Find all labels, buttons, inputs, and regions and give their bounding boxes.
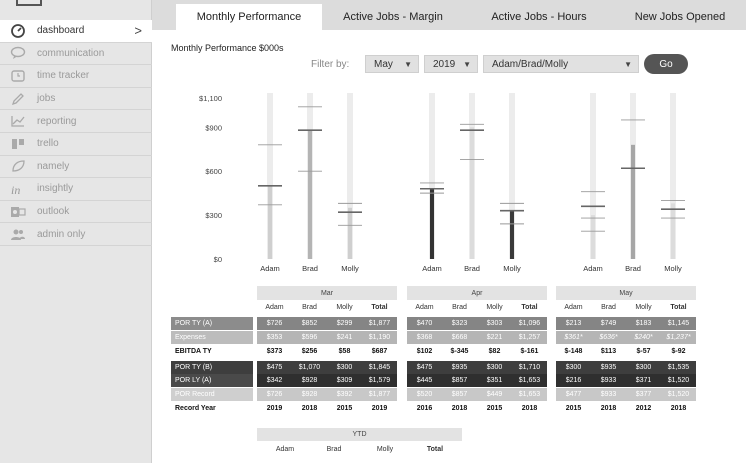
table-cell: $221 [477, 331, 512, 344]
table-cell: $1,096 [512, 317, 547, 330]
table-cell: $300 [556, 361, 591, 374]
sidebar-nav [0, 20, 152, 246]
sidebar-item-trello[interactable] [0, 133, 152, 156]
table-cell: $377 [626, 388, 661, 401]
table-cell: $102 [416, 348, 433, 355]
column-header: Brad [452, 304, 467, 311]
table-cell: $299 [327, 317, 362, 330]
ytd-column-header: Brad [326, 446, 342, 453]
table-cell: $342 [257, 374, 292, 387]
table-cell: $1,145 [661, 317, 696, 330]
sidebar [0, 0, 152, 463]
sidebar-item-time-tracker[interactable] [0, 65, 152, 88]
table-cell: $1,257 [512, 331, 547, 344]
table-cell: $300 [327, 361, 362, 374]
table-cell: $726 [257, 317, 292, 330]
table-cell: $303 [477, 317, 512, 330]
table-cell: $-345 [450, 348, 469, 355]
table-cell: $361* [556, 331, 591, 344]
bar [591, 215, 595, 259]
sidebar-item-label: namely [37, 160, 70, 172]
table-cell: $241 [327, 331, 362, 344]
sidebar-item-label: reporting [37, 115, 77, 127]
bar [470, 127, 474, 259]
sidebar-item-insightly[interactable] [0, 178, 152, 201]
month-select[interactable] [365, 55, 419, 73]
table-cell: $216 [556, 374, 591, 387]
table-cell: $240* [626, 331, 661, 344]
row-label: POR TY (B) [171, 361, 253, 374]
column-header: Adam [415, 304, 434, 311]
table-cell: $1,877 [362, 388, 397, 401]
chevron-down-icon: ▼ [463, 60, 471, 69]
table-cell: $749 [591, 317, 626, 330]
table-cell: 2015 [336, 405, 353, 412]
month-select-value: May [374, 58, 393, 70]
sidebar-item-label: time tracker [37, 70, 90, 82]
bar [671, 203, 675, 259]
table-cell: $596 [292, 331, 327, 344]
row-label: POR Record [171, 388, 253, 401]
insightly-icon [9, 182, 27, 196]
table-cell: $1,520 [661, 374, 696, 387]
table-cell: 2018 [521, 405, 538, 412]
table-cell: $852 [292, 317, 327, 330]
table-cell: $475 [407, 361, 442, 374]
go-button[interactable]: Go [644, 54, 688, 74]
column-header: Molly [486, 304, 503, 311]
filter-label: Filter by: [311, 59, 350, 70]
table-cell: $445 [407, 374, 442, 387]
table-cell: 2018 [451, 405, 468, 412]
x-tick-label: Molly [503, 264, 521, 273]
sidebar-item-admin-only[interactable] [0, 223, 152, 246]
people-select[interactable] [483, 55, 639, 73]
x-tick-label: Adam [583, 264, 603, 273]
column-header: Adam [564, 304, 583, 311]
table-cell: 2012 [635, 405, 652, 412]
ytd-header: YTD [257, 428, 462, 441]
x-tick-label: Molly [664, 264, 682, 273]
month-group-header: Mar [257, 286, 397, 300]
table-cell: $1,520 [661, 388, 696, 401]
column-header: Brad [302, 304, 317, 311]
users-icon [9, 227, 27, 241]
table-cell: $82 [488, 348, 501, 355]
pencil-icon [9, 92, 27, 106]
table-cell: $371 [626, 374, 661, 387]
table-cell: $726 [257, 388, 292, 401]
line-chart-icon [9, 114, 27, 128]
bar [631, 145, 635, 259]
column-header: Total [670, 304, 687, 311]
column-header: Total [521, 304, 538, 311]
leaf-icon [9, 159, 27, 173]
bar [430, 189, 434, 259]
outlook-icon [9, 205, 27, 219]
table-cell: $58 [338, 348, 351, 355]
table-cell: $213 [556, 317, 591, 330]
month-group-header: May [556, 286, 696, 300]
table-cell: 2016 [416, 405, 433, 412]
ytd-column-header: Molly [376, 446, 394, 453]
row-label: Expenses [171, 331, 253, 344]
bar [268, 186, 272, 259]
table-cell: $392 [327, 388, 362, 401]
table-cell: $351 [477, 374, 512, 387]
table-cell: $113 [600, 348, 617, 355]
table-cell: $933 [591, 388, 626, 401]
table-cell: $-161 [520, 348, 539, 355]
people-select-value: Adam/Brad/Molly [492, 58, 569, 70]
gauge-icon [9, 24, 27, 38]
table-cell: $475 [257, 361, 292, 374]
bar [308, 130, 312, 259]
ytd-column-header: Total [426, 446, 444, 453]
table-cell: $-92 [671, 348, 686, 355]
x-tick-label: Brad [302, 264, 318, 273]
table-cell: $353 [257, 331, 292, 344]
tab-new-jobs-opened[interactable]: New Jobs Opened [634, 11, 726, 23]
trello-icon [9, 137, 27, 151]
table-cell: $449 [477, 388, 512, 401]
x-tick-label: Brad [464, 264, 480, 273]
row-label: Record Year [175, 405, 216, 412]
table-cell: 2019 [266, 405, 283, 412]
y-tick-label: $600 [205, 167, 222, 177]
row-label: POR TY (A) [171, 317, 253, 330]
table-cell: 2019 [371, 405, 388, 412]
sidebar-item-dashboard[interactable] [0, 20, 152, 43]
table-cell: 2018 [670, 405, 687, 412]
bar [510, 211, 514, 259]
table-cell: $1,535 [661, 361, 696, 374]
sidebar-item-label: outlook [37, 206, 70, 218]
table-cell: $935 [442, 361, 477, 374]
sidebar-item-namely[interactable] [0, 156, 152, 179]
table-cell: $928 [292, 374, 327, 387]
table-cell: $1,070 [292, 361, 327, 374]
table-cell: $-57 [636, 348, 651, 355]
table-cell: $1,190 [362, 331, 397, 344]
sidebar-item-label: admin only [37, 228, 86, 240]
tab-monthly-performance[interactable]: Monthly Performance [176, 4, 322, 30]
table-cell: $470 [407, 317, 442, 330]
svg-text:in: in [11, 182, 21, 196]
x-tick-label: Adam [422, 264, 442, 273]
bar [348, 208, 352, 259]
sidebar-item-communication[interactable] [0, 43, 152, 66]
table-cell: $928 [292, 388, 327, 401]
table-cell: $183 [626, 317, 661, 330]
sidebar-item-label: trello [37, 138, 59, 150]
table-cell: $1,653 [512, 374, 547, 387]
column-header: Molly [635, 304, 652, 311]
column-header: Molly [336, 304, 353, 311]
row-label: POR LY (A) [171, 374, 253, 387]
tab-bar [152, 0, 746, 30]
column-header: Adam [265, 304, 284, 311]
performance-chart [160, 85, 720, 280]
table-cell: $1,579 [362, 374, 397, 387]
table-cell: $300 [626, 361, 661, 374]
table-cell: $1,237* [661, 331, 696, 344]
table-cell: $309 [327, 374, 362, 387]
y-tick-label: $300 [205, 211, 222, 221]
row-label: EBITDA TY [175, 348, 212, 355]
sidebar-item-label: dashboard [37, 25, 85, 37]
table-cell: $857 [442, 374, 477, 387]
x-tick-label: Molly [341, 264, 359, 273]
table-cell: 2015 [565, 405, 582, 412]
y-tick-label: $900 [205, 123, 222, 133]
table-cell: $687 [371, 348, 388, 355]
tab-active-jobs-hours[interactable]: Active Jobs - Hours [491, 11, 587, 23]
chevron-down-icon: ▼ [404, 60, 412, 69]
chevron-right-icon: > [134, 23, 142, 39]
table-cell: $933 [591, 374, 626, 387]
tab-active-jobs-margin[interactable]: Active Jobs - Margin [343, 11, 443, 23]
clock-icon [9, 69, 27, 83]
y-tick-label: $1,100 [199, 94, 222, 103]
table-cell: $373 [266, 348, 283, 355]
sidebar-item-label: communication [37, 47, 105, 59]
year-select-value: 2019 [433, 58, 456, 70]
sidebar-item-jobs[interactable] [0, 88, 152, 111]
table-cell: $300 [477, 361, 512, 374]
table-cell: $520 [407, 388, 442, 401]
sidebar-item-reporting[interactable] [0, 110, 152, 133]
table-cell: $857 [442, 388, 477, 401]
column-header: Total [371, 304, 388, 311]
sidebar-item-label: insightly [37, 183, 74, 195]
chevron-down-icon: ▼ [624, 60, 632, 69]
table-cell: 2018 [600, 405, 617, 412]
table-cell: $1,877 [362, 317, 397, 330]
table-cell: $-148 [564, 348, 583, 355]
chat-icon [9, 46, 27, 60]
table-cell: $636* [591, 331, 626, 344]
table-cell: $477 [556, 388, 591, 401]
table-cell: $1,845 [362, 361, 397, 374]
table-cell: $368 [407, 331, 442, 344]
table-cell: $935 [591, 361, 626, 374]
column-header: Brad [601, 304, 616, 311]
table-cell: 2018 [301, 405, 318, 412]
logo [16, 0, 42, 6]
table-cell: $256 [301, 348, 318, 355]
sidebar-item-label: jobs [37, 93, 56, 105]
table-cell: $1,710 [512, 361, 547, 374]
table-cell: $668 [442, 331, 477, 344]
table-cell: 2015 [486, 405, 503, 412]
table-cell: $323 [442, 317, 477, 330]
table-cell: $1,653 [512, 388, 547, 401]
ytd-column-header: Adam [275, 446, 295, 453]
x-tick-label: Brad [625, 264, 641, 273]
y-tick-label: $0 [213, 255, 222, 264]
x-tick-label: Adam [260, 264, 280, 273]
year-select[interactable] [424, 55, 478, 73]
sidebar-item-outlook[interactable] [0, 201, 152, 224]
page-title: Monthly Performance $000s [171, 43, 284, 53]
month-group-header: Apr [407, 286, 547, 300]
